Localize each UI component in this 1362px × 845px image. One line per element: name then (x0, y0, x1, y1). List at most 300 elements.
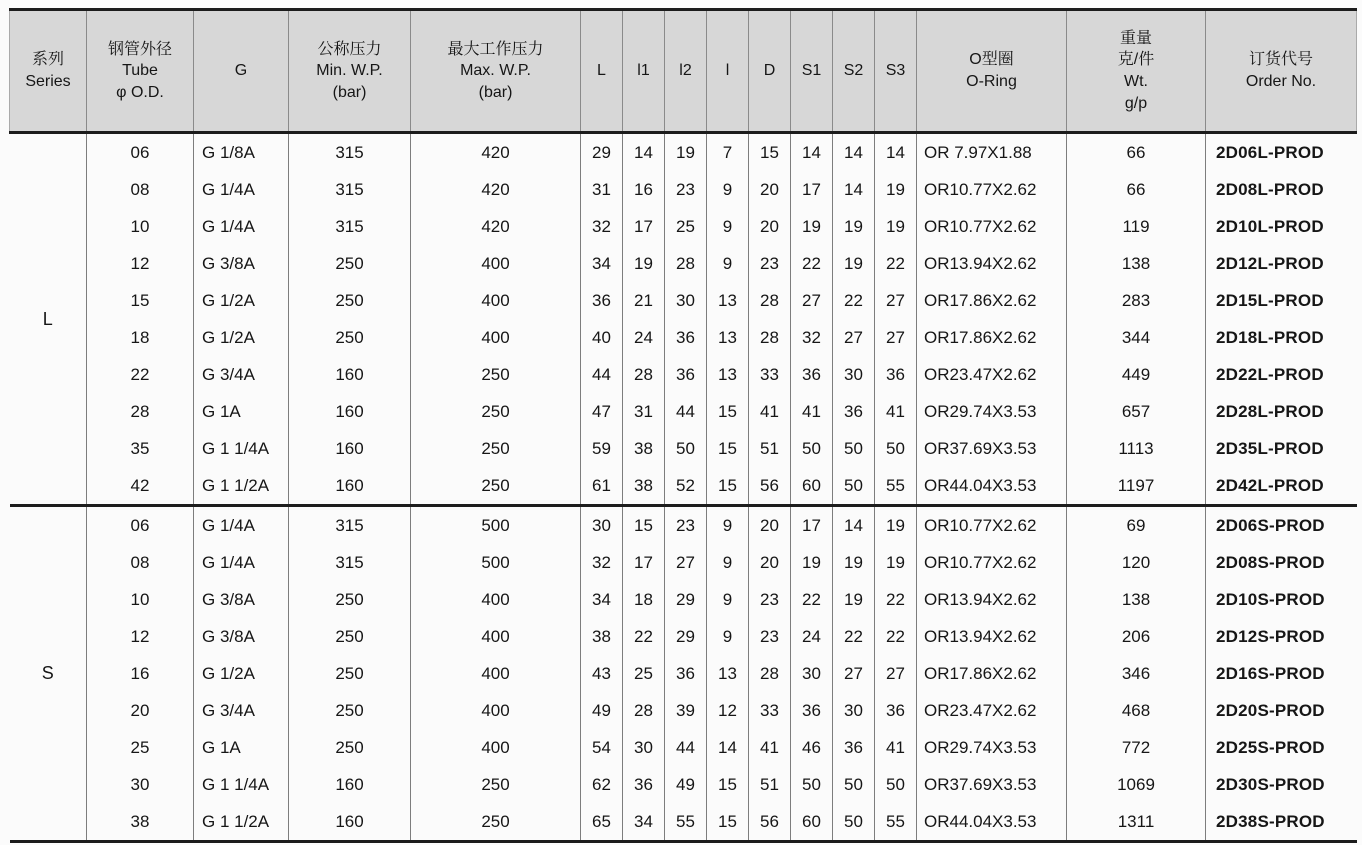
dim-L-cell: 40 (581, 319, 623, 356)
table-row (10, 133, 1357, 172)
dim-S1-cell: 46 (791, 729, 833, 766)
dim-l1-cell: 28 (623, 692, 665, 729)
dim-l1-cell: 17 (623, 544, 665, 581)
dim-L-cell: 47 (581, 393, 623, 430)
dim-S2-cell: 22 (833, 618, 875, 655)
dim-S2-cell: 27 (833, 655, 875, 692)
order-no-cell: 2D06S-PROD (1206, 506, 1357, 545)
header-line: O型圈 (969, 51, 1014, 69)
header-row (10, 10, 1357, 133)
dim-S1-cell: 32 (791, 319, 833, 356)
dim-L-cell: 49 (581, 692, 623, 729)
o-ring-cell: OR13.94X2.62 (917, 581, 1067, 618)
max-wp-cell: 400 (411, 729, 581, 766)
dim-D-cell: 33 (749, 692, 791, 729)
table-row (10, 581, 1357, 618)
min-wp-cell: 250 (289, 655, 411, 692)
tube-od-cell: 12 (87, 618, 194, 655)
dim-L-cell: 30 (581, 506, 623, 545)
header-line: O-Ring (966, 73, 1017, 90)
dim-l2-cell: 19 (665, 133, 707, 172)
dim-L-cell: 62 (581, 766, 623, 803)
col-header-dim-S1: S1 (791, 10, 833, 133)
dim-l-cell: 15 (707, 430, 749, 467)
dim-S2-cell: 19 (833, 208, 875, 245)
dim-l1-cell: 28 (623, 356, 665, 393)
max-wp-cell: 400 (411, 655, 581, 692)
max-wp-cell: 400 (411, 581, 581, 618)
thread-g-cell: G 1/4A (194, 171, 289, 208)
dim-D-cell: 23 (749, 245, 791, 282)
dim-l-cell: 12 (707, 692, 749, 729)
dim-S1-cell: 60 (791, 803, 833, 842)
dim-l1-cell: 14 (623, 133, 665, 172)
dim-S2-cell: 19 (833, 245, 875, 282)
weight-cell: 66 (1067, 171, 1206, 208)
o-ring-cell: OR10.77X2.62 (917, 544, 1067, 581)
tube-od-cell: 12 (87, 245, 194, 282)
max-wp-cell: 250 (411, 356, 581, 393)
header-line: φ O.D. (116, 83, 164, 101)
header-line: Order No. (1245, 73, 1317, 90)
table-row (10, 544, 1357, 581)
table-row (10, 208, 1357, 245)
weight-cell: 449 (1067, 356, 1206, 393)
table-row (10, 692, 1357, 729)
table-row (10, 467, 1357, 506)
col-header-dim-l: l (707, 10, 749, 133)
dim-l2-cell: 30 (665, 282, 707, 319)
o-ring-cell: OR37.69X3.53 (917, 766, 1067, 803)
min-wp-cell: 250 (289, 319, 411, 356)
dim-l-cell: 15 (707, 803, 749, 842)
dim-l1-cell: 24 (623, 319, 665, 356)
weight-cell: 69 (1067, 506, 1206, 545)
col-header-order-no (1206, 10, 1357, 133)
dim-L-cell: 59 (581, 430, 623, 467)
tube-od-cell: 06 (87, 506, 194, 545)
col-header-dim-L: L (581, 10, 623, 133)
max-wp-cell: 400 (411, 618, 581, 655)
col-header-o-ring (917, 10, 1067, 133)
o-ring-cell: OR10.77X2.62 (917, 171, 1067, 208)
dim-l-cell: 9 (707, 208, 749, 245)
weight-cell: 66 (1067, 133, 1206, 172)
tube-od-cell: 08 (87, 171, 194, 208)
series-l-section (10, 133, 1357, 506)
header-line: 重量 (1119, 29, 1152, 47)
o-ring-cell: OR23.47X2.62 (917, 692, 1067, 729)
dim-S3-cell: 55 (875, 803, 917, 842)
dim-l2-cell: 25 (665, 208, 707, 245)
col-header-dim-S2: S2 (833, 10, 875, 133)
dim-L-cell: 38 (581, 618, 623, 655)
dim-S3-cell: 14 (875, 133, 917, 172)
header-line: Max. W.P. (460, 62, 531, 80)
weight-cell: 1113 (1067, 430, 1206, 467)
min-wp-cell: 160 (289, 803, 411, 842)
tube-od-cell: 25 (87, 729, 194, 766)
order-no-cell: 2D30S-PROD (1206, 766, 1357, 803)
table-row (10, 319, 1357, 356)
tube-od-cell: 20 (87, 692, 194, 729)
o-ring-cell: OR37.69X3.53 (917, 430, 1067, 467)
dim-S3-cell: 55 (875, 467, 917, 506)
thread-g-cell: G 1/2A (194, 655, 289, 692)
tube-od-cell: 30 (87, 766, 194, 803)
table-row (10, 766, 1357, 803)
table-row (10, 356, 1357, 393)
header-line: (bar) (478, 83, 513, 101)
tube-od-cell: 10 (87, 208, 194, 245)
thread-g-cell: G 3/4A (194, 692, 289, 729)
dim-S1-cell: 17 (791, 506, 833, 545)
header-line: 订货代号 (1248, 51, 1313, 69)
max-wp-cell: 420 (411, 171, 581, 208)
dim-D-cell: 28 (749, 319, 791, 356)
o-ring-cell: OR10.77X2.62 (917, 506, 1067, 545)
o-ring-cell: OR29.74X3.53 (917, 729, 1067, 766)
min-wp-cell: 250 (289, 282, 411, 319)
order-no-cell: 2D10S-PROD (1206, 581, 1357, 618)
order-no-cell: 2D28L-PROD (1206, 393, 1357, 430)
dim-S2-cell: 14 (833, 133, 875, 172)
dim-l-cell: 15 (707, 393, 749, 430)
max-wp-cell: 250 (411, 766, 581, 803)
dim-l2-cell: 44 (665, 393, 707, 430)
dim-D-cell: 23 (749, 581, 791, 618)
header-line: 系列 (31, 51, 64, 69)
max-wp-cell: 400 (411, 282, 581, 319)
order-no-cell: 2D15L-PROD (1206, 282, 1357, 319)
col-header-tube-od (87, 10, 194, 133)
dim-l2-cell: 55 (665, 803, 707, 842)
min-wp-cell: 160 (289, 393, 411, 430)
dim-l-cell: 13 (707, 282, 749, 319)
dim-l1-cell: 18 (623, 581, 665, 618)
dim-L-cell: 34 (581, 581, 623, 618)
col-header-max-wp (411, 10, 581, 133)
order-no-cell: 2D18L-PROD (1206, 319, 1357, 356)
max-wp-cell: 400 (411, 692, 581, 729)
dim-l1-cell: 38 (623, 467, 665, 506)
max-wp-cell: 500 (411, 544, 581, 581)
dim-S1-cell: 50 (791, 766, 833, 803)
dim-S1-cell: 14 (791, 133, 833, 172)
order-no-cell: 2D16S-PROD (1206, 655, 1357, 692)
tube-od-cell: 16 (87, 655, 194, 692)
weight-cell: 346 (1067, 655, 1206, 692)
col-header-thread-g (194, 10, 289, 133)
tube-od-cell: 22 (87, 356, 194, 393)
dim-L-cell: 29 (581, 133, 623, 172)
dim-S3-cell: 27 (875, 655, 917, 692)
weight-cell: 468 (1067, 692, 1206, 729)
max-wp-cell: 400 (411, 245, 581, 282)
max-wp-cell: 250 (411, 393, 581, 430)
dim-l-cell: 13 (707, 356, 749, 393)
order-no-cell: 2D12L-PROD (1206, 245, 1357, 282)
dim-S2-cell: 50 (833, 766, 875, 803)
order-no-cell: 2D08S-PROD (1206, 544, 1357, 581)
min-wp-cell: 160 (289, 766, 411, 803)
dim-l2-cell: 50 (665, 430, 707, 467)
min-wp-cell: 315 (289, 133, 411, 172)
dim-S1-cell: 36 (791, 692, 833, 729)
table-row (10, 282, 1357, 319)
dim-S3-cell: 22 (875, 581, 917, 618)
dim-L-cell: 31 (581, 171, 623, 208)
dim-S3-cell: 50 (875, 430, 917, 467)
tube-od-cell: 28 (87, 393, 194, 430)
max-wp-cell: 400 (411, 319, 581, 356)
dim-l-cell: 14 (707, 729, 749, 766)
o-ring-cell: OR44.04X3.53 (917, 803, 1067, 842)
series-label: S (10, 506, 87, 842)
max-wp-cell: 420 (411, 208, 581, 245)
weight-cell: 657 (1067, 393, 1206, 430)
dim-S2-cell: 30 (833, 692, 875, 729)
dim-l2-cell: 27 (665, 544, 707, 581)
dim-D-cell: 20 (749, 208, 791, 245)
dim-S3-cell: 36 (875, 356, 917, 393)
table-row (10, 171, 1357, 208)
dim-S3-cell: 19 (875, 544, 917, 581)
dim-l-cell: 9 (707, 581, 749, 618)
dim-S1-cell: 41 (791, 393, 833, 430)
dim-l2-cell: 44 (665, 729, 707, 766)
dim-D-cell: 41 (749, 729, 791, 766)
dim-S2-cell: 30 (833, 356, 875, 393)
dim-l-cell: 9 (707, 171, 749, 208)
dim-S3-cell: 41 (875, 729, 917, 766)
min-wp-cell: 250 (289, 618, 411, 655)
order-no-cell: 2D38S-PROD (1206, 803, 1357, 842)
dim-l2-cell: 29 (665, 618, 707, 655)
dim-l1-cell: 17 (623, 208, 665, 245)
header-line: G (234, 62, 248, 80)
dim-S1-cell: 19 (791, 544, 833, 581)
min-wp-cell: 315 (289, 506, 411, 545)
dim-S1-cell: 50 (791, 430, 833, 467)
order-no-cell: 2D35L-PROD (1206, 430, 1357, 467)
dim-D-cell: 56 (749, 467, 791, 506)
col-header-dim-S3: S3 (875, 10, 917, 133)
thread-g-cell: G 1 1/4A (194, 430, 289, 467)
fitting-spec-table (9, 8, 1357, 843)
header-line: 最大工作压力 (447, 40, 544, 58)
dim-l2-cell: 29 (665, 581, 707, 618)
dim-l1-cell: 38 (623, 430, 665, 467)
table-row (10, 618, 1357, 655)
thread-g-cell: G 3/8A (194, 245, 289, 282)
dim-S3-cell: 50 (875, 766, 917, 803)
dim-l2-cell: 49 (665, 766, 707, 803)
dim-l1-cell: 34 (623, 803, 665, 842)
dim-l1-cell: 19 (623, 245, 665, 282)
max-wp-cell: 500 (411, 506, 581, 545)
dim-l-cell: 15 (707, 467, 749, 506)
header-line: Min. W.P. (316, 62, 383, 80)
dim-D-cell: 51 (749, 766, 791, 803)
dim-L-cell: 54 (581, 729, 623, 766)
weight-cell: 138 (1067, 581, 1206, 618)
table-row (10, 655, 1357, 692)
table-row (10, 245, 1357, 282)
dim-l1-cell: 30 (623, 729, 665, 766)
thread-g-cell: G 1 1/2A (194, 467, 289, 506)
order-no-cell: 2D22L-PROD (1206, 356, 1357, 393)
order-no-cell: 2D25S-PROD (1206, 729, 1357, 766)
dim-l2-cell: 28 (665, 245, 707, 282)
dim-L-cell: 32 (581, 544, 623, 581)
dim-S3-cell: 22 (875, 245, 917, 282)
weight-cell: 344 (1067, 319, 1206, 356)
dim-S1-cell: 60 (791, 467, 833, 506)
dim-l2-cell: 36 (665, 319, 707, 356)
col-header-weight (1067, 10, 1206, 133)
min-wp-cell: 160 (289, 467, 411, 506)
header-line: Wt. (1124, 73, 1148, 90)
max-wp-cell: 250 (411, 467, 581, 506)
o-ring-cell: OR17.86X2.62 (917, 655, 1067, 692)
weight-cell: 1069 (1067, 766, 1206, 803)
dim-S2-cell: 19 (833, 581, 875, 618)
dim-D-cell: 23 (749, 618, 791, 655)
o-ring-cell: OR23.47X2.62 (917, 356, 1067, 393)
order-no-cell: 2D42L-PROD (1206, 467, 1357, 506)
thread-g-cell: G 1/4A (194, 544, 289, 581)
order-no-cell: 2D10L-PROD (1206, 208, 1357, 245)
dim-l-cell: 9 (707, 245, 749, 282)
col-header-dim-l1: l1 (623, 10, 665, 133)
min-wp-cell: 250 (289, 692, 411, 729)
thread-g-cell: G 1/2A (194, 319, 289, 356)
dim-D-cell: 41 (749, 393, 791, 430)
dim-D-cell: 20 (749, 506, 791, 545)
tube-od-cell: 38 (87, 803, 194, 842)
header-line: Tube (122, 62, 158, 80)
dim-l2-cell: 36 (665, 356, 707, 393)
tube-od-cell: 15 (87, 282, 194, 319)
thread-g-cell: G 1/4A (194, 208, 289, 245)
table-row (10, 506, 1357, 545)
o-ring-cell: OR10.77X2.62 (917, 208, 1067, 245)
thread-g-cell: G 3/4A (194, 356, 289, 393)
o-ring-cell: OR 7.97X1.88 (917, 133, 1067, 172)
dim-S1-cell: 36 (791, 356, 833, 393)
dim-S1-cell: 24 (791, 618, 833, 655)
dim-l-cell: 13 (707, 319, 749, 356)
dim-D-cell: 51 (749, 430, 791, 467)
tube-od-cell: 08 (87, 544, 194, 581)
order-no-cell: 2D20S-PROD (1206, 692, 1357, 729)
dim-L-cell: 43 (581, 655, 623, 692)
dim-D-cell: 20 (749, 171, 791, 208)
dim-S1-cell: 22 (791, 245, 833, 282)
col-header-min-wp (289, 10, 411, 133)
dim-S3-cell: 19 (875, 171, 917, 208)
dim-S2-cell: 27 (833, 319, 875, 356)
dim-S1-cell: 30 (791, 655, 833, 692)
dim-S1-cell: 17 (791, 171, 833, 208)
dim-S2-cell: 19 (833, 544, 875, 581)
dim-l1-cell: 36 (623, 766, 665, 803)
weight-cell: 1311 (1067, 803, 1206, 842)
dim-D-cell: 28 (749, 282, 791, 319)
thread-g-cell: G 1 1/2A (194, 803, 289, 842)
series-label: L (42, 308, 53, 329)
dim-l-cell: 7 (707, 133, 749, 172)
dim-S3-cell: 36 (875, 692, 917, 729)
o-ring-cell: OR13.94X2.62 (917, 618, 1067, 655)
col-header-series (10, 10, 87, 133)
dim-l2-cell: 23 (665, 171, 707, 208)
min-wp-cell: 315 (289, 171, 411, 208)
dim-l2-cell: 36 (665, 655, 707, 692)
col-header-dim-D: D (749, 10, 791, 133)
dim-l1-cell: 16 (623, 171, 665, 208)
weight-cell: 138 (1067, 245, 1206, 282)
min-wp-cell: 315 (289, 544, 411, 581)
min-wp-cell: 250 (289, 729, 411, 766)
dim-L-cell: 61 (581, 467, 623, 506)
dim-D-cell: 56 (749, 803, 791, 842)
weight-cell: 283 (1067, 282, 1206, 319)
thread-g-cell: G 1/8A (194, 133, 289, 172)
min-wp-cell: 250 (289, 245, 411, 282)
o-ring-cell: OR29.74X3.53 (917, 393, 1067, 430)
thread-g-cell: G 1 1/4A (194, 766, 289, 803)
min-wp-cell: 160 (289, 356, 411, 393)
thread-g-cell: G 3/8A (194, 618, 289, 655)
dim-S2-cell: 36 (833, 393, 875, 430)
min-wp-cell: 315 (289, 208, 411, 245)
dim-l1-cell: 25 (623, 655, 665, 692)
order-no-cell: 2D06L-PROD (1206, 133, 1357, 172)
max-wp-cell: 250 (411, 430, 581, 467)
dim-D-cell: 20 (749, 544, 791, 581)
dim-l1-cell: 31 (623, 393, 665, 430)
header-line: (bar) (332, 83, 367, 101)
dim-S3-cell: 22 (875, 618, 917, 655)
min-wp-cell: 250 (289, 581, 411, 618)
order-no-cell: 2D08L-PROD (1206, 171, 1357, 208)
max-wp-cell: 250 (411, 803, 581, 842)
thread-g-cell: G 1/4A (194, 506, 289, 545)
dim-l-cell: 9 (707, 544, 749, 581)
header-line: Series (25, 73, 71, 90)
table-row (10, 729, 1357, 766)
tube-od-cell: 35 (87, 430, 194, 467)
table-row (10, 803, 1357, 842)
dim-D-cell: 15 (749, 133, 791, 172)
thread-g-cell: G 1/2A (194, 282, 289, 319)
max-wp-cell: 420 (411, 133, 581, 172)
thread-g-cell: G 3/8A (194, 581, 289, 618)
dim-l2-cell: 39 (665, 692, 707, 729)
dim-S3-cell: 27 (875, 282, 917, 319)
min-wp-cell: 160 (289, 430, 411, 467)
dim-l1-cell: 21 (623, 282, 665, 319)
order-no-cell: 2D12S-PROD (1206, 618, 1357, 655)
weight-cell: 119 (1067, 208, 1206, 245)
tube-od-cell: 10 (87, 581, 194, 618)
dim-S2-cell: 22 (833, 282, 875, 319)
col-header-dim-l2: l2 (665, 10, 707, 133)
dim-l1-cell: 22 (623, 618, 665, 655)
dim-l1-cell: 15 (623, 506, 665, 545)
